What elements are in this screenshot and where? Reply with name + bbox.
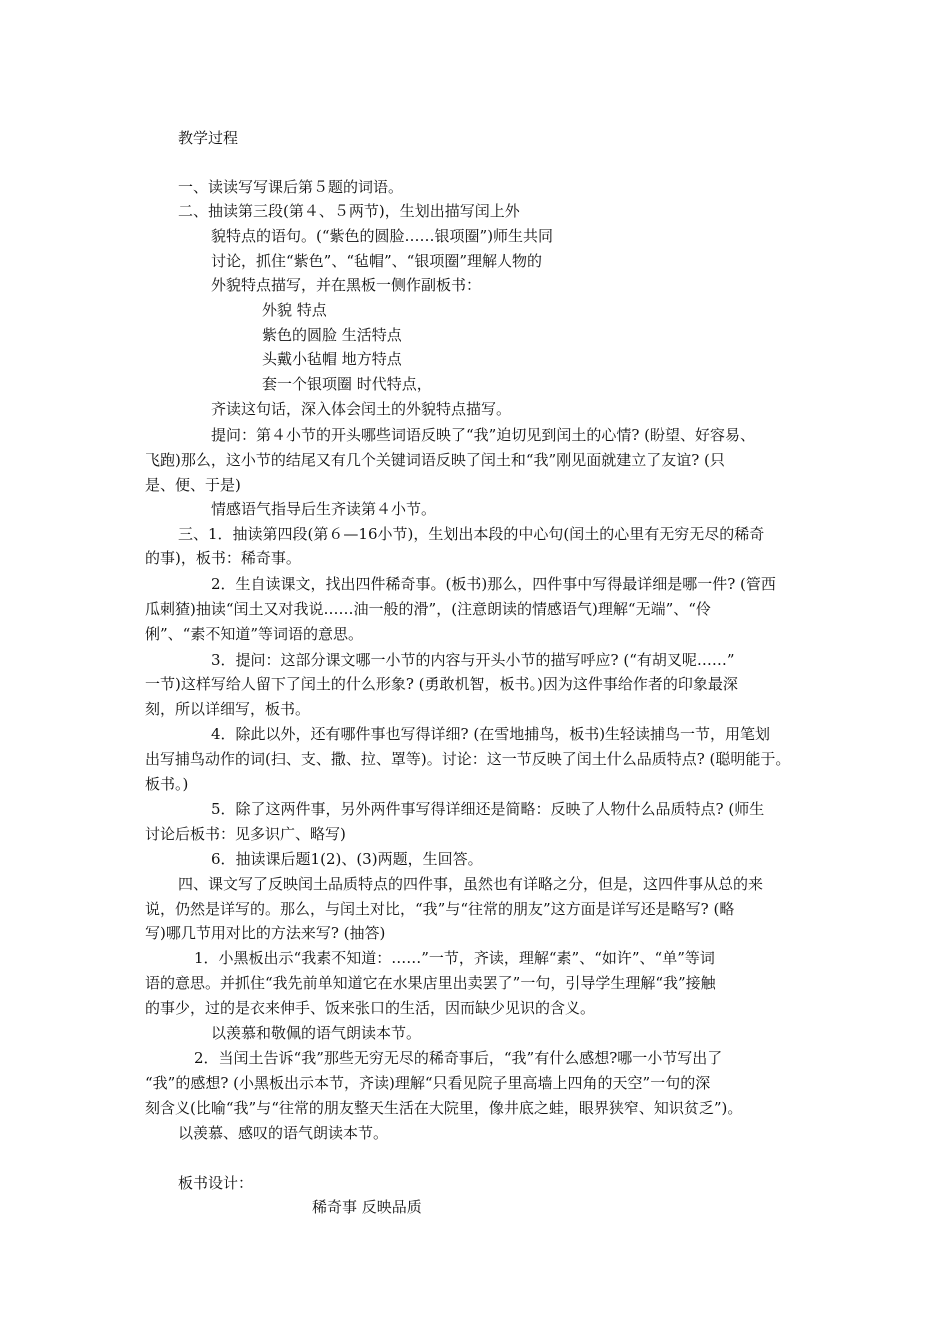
doc-line: 情感语气指导后生齐读第４小节。 <box>211 500 437 518</box>
table-row: 套一个银项圈 时代特点， <box>262 375 432 393</box>
doc-line: 讨论后板书：见多识广、略写) <box>145 825 346 843</box>
board-design-heading: 板书设计： <box>178 1174 254 1192</box>
doc-title: 教学过程 <box>178 129 239 147</box>
doc-line: 是、便、于是) <box>145 476 241 494</box>
doc-line: 四、课文写了反映闰土品质特点的四件事，虽然也有详略之分，但是，这四件事从总的来 <box>178 875 764 893</box>
doc-line: 5．除了这两件事，另外两件事写得详细还是简略：反映了人物什么品质特点? (师生 <box>211 800 765 818</box>
doc-line: 语的意思。并抓住“我先前单知道它在水果店里出卖罢了”一句，引导学生理解“我”接触 <box>145 974 716 992</box>
doc-line: 一、读读写写课后第５题的词语。 <box>178 178 404 196</box>
doc-line: 3．提问：这部分课文哪一小节的内容与开头小节的描写呼应? (“有胡叉呢……” <box>211 651 735 669</box>
doc-line: 2．当闰土告诉“我”那些无穷无尽的稀奇事后，“我”有什么感想?哪一小节写出了 <box>194 1049 723 1067</box>
table-row: 外貌 特点 <box>262 301 327 319</box>
doc-line: 1．小黑板出示“我素不知道：……”一节，齐读，理解“素”、“如许”、“单”等词 <box>194 949 715 967</box>
doc-line: 外貌特点描写，并在黑板一侧作副板书： <box>211 276 482 294</box>
doc-line: 4．除此以外，还有哪件事也写得详细? (在雪地捕鸟，板书)生轻读捕鸟一节，用笔划 <box>211 725 771 743</box>
board-design-row: 稀奇事 反映品质 <box>312 1198 422 1216</box>
doc-line: 板书。) <box>145 775 189 793</box>
doc-line: 的事少，过的是衣来伸手、饭来张口的生活，因而缺少见识的含义。 <box>145 999 596 1017</box>
doc-line: 刻含义(比喻“我”与“往常的朋友整天生活在大院里，像井底之蛙，眼界狭窄、知识贫乏”)。 <box>145 1099 743 1117</box>
doc-line: 刻，所以详细写，板书。 <box>145 700 311 718</box>
doc-line: 瓜刺猹)抽读“闰土又对我说……油一般的滑”，(注意朗读的情感语气)理解“无端”、“伶 <box>145 600 711 618</box>
doc-line: 貌特点的语句。(“紫色的圆脸……银项圈”)师生共同 <box>211 227 554 245</box>
doc-line: 以羡慕、感叹的语气朗读本节。 <box>178 1124 389 1142</box>
doc-line: 以羡慕和敬佩的语气朗读本节。 <box>211 1024 422 1042</box>
doc-line: “我”的感想? (小黑板出示本节，齐读)理解“只看见院子里高墙上四角的天空”一句的深 <box>145 1074 711 1092</box>
doc-line: 6．抽读课后题1(2)、(3)两题，生回答。 <box>211 850 483 868</box>
doc-line: 一节)这样写给人留下了闰土的什么形象? (勇敢机智，板书。)因为这件事给作者的印象最深 <box>145 675 738 693</box>
doc-line: 的事)，板书：稀奇事。 <box>145 549 301 567</box>
table-row: 紫色的圆脸 生活特点 <box>262 326 402 344</box>
doc-line: 三、1．抽读第四段(第６—16小节)，生划出本段的中心句(闰土的心里有无穷无尽的稀奇 <box>178 525 765 543</box>
doc-line: 提问：第４小节的开头哪些词语反映了“我”迫切见到闰土的心情? (盼望、好容易、 <box>211 426 756 444</box>
table-row: 头戴小毡帽 地方特点 <box>262 350 402 368</box>
doc-line: 俐”、“素不知道”等词语的意思。 <box>145 625 364 643</box>
doc-line: 说，仍然是详写的。那么，与闰土对比，“我”与“往常的朋友”这方面是详写还是略写? (略 <box>145 900 735 918</box>
doc-line: 二、抽读第三段(第４、５两节)，生划出描写闰上外 <box>178 202 520 220</box>
doc-line: 出写捕鸟动作的词(扫、支、撒、拉、罩等)。讨论：这一节反映了闰土什么品质特点? (聪明能于。 <box>145 750 791 768</box>
doc-line: 讨论，抓住“紫色”、“毡帽”、“银项圈”理解人物的 <box>211 252 543 270</box>
doc-line: 写)哪几节用对比的方法来写? (抽答) <box>145 924 386 942</box>
doc-line: 飞跑)那么，这小节的结尾又有几个关键词语反映了闰土和“我”刚见面就建立了友谊? (只 <box>145 451 725 469</box>
doc-line: 齐读这句话，深入体会闰土的外貌特点描写。 <box>211 400 512 418</box>
doc-line: 2．生自读课文，找出四件稀奇事。(板书)那么，四件事中写得最详细是哪一件? (管西 <box>211 575 776 593</box>
